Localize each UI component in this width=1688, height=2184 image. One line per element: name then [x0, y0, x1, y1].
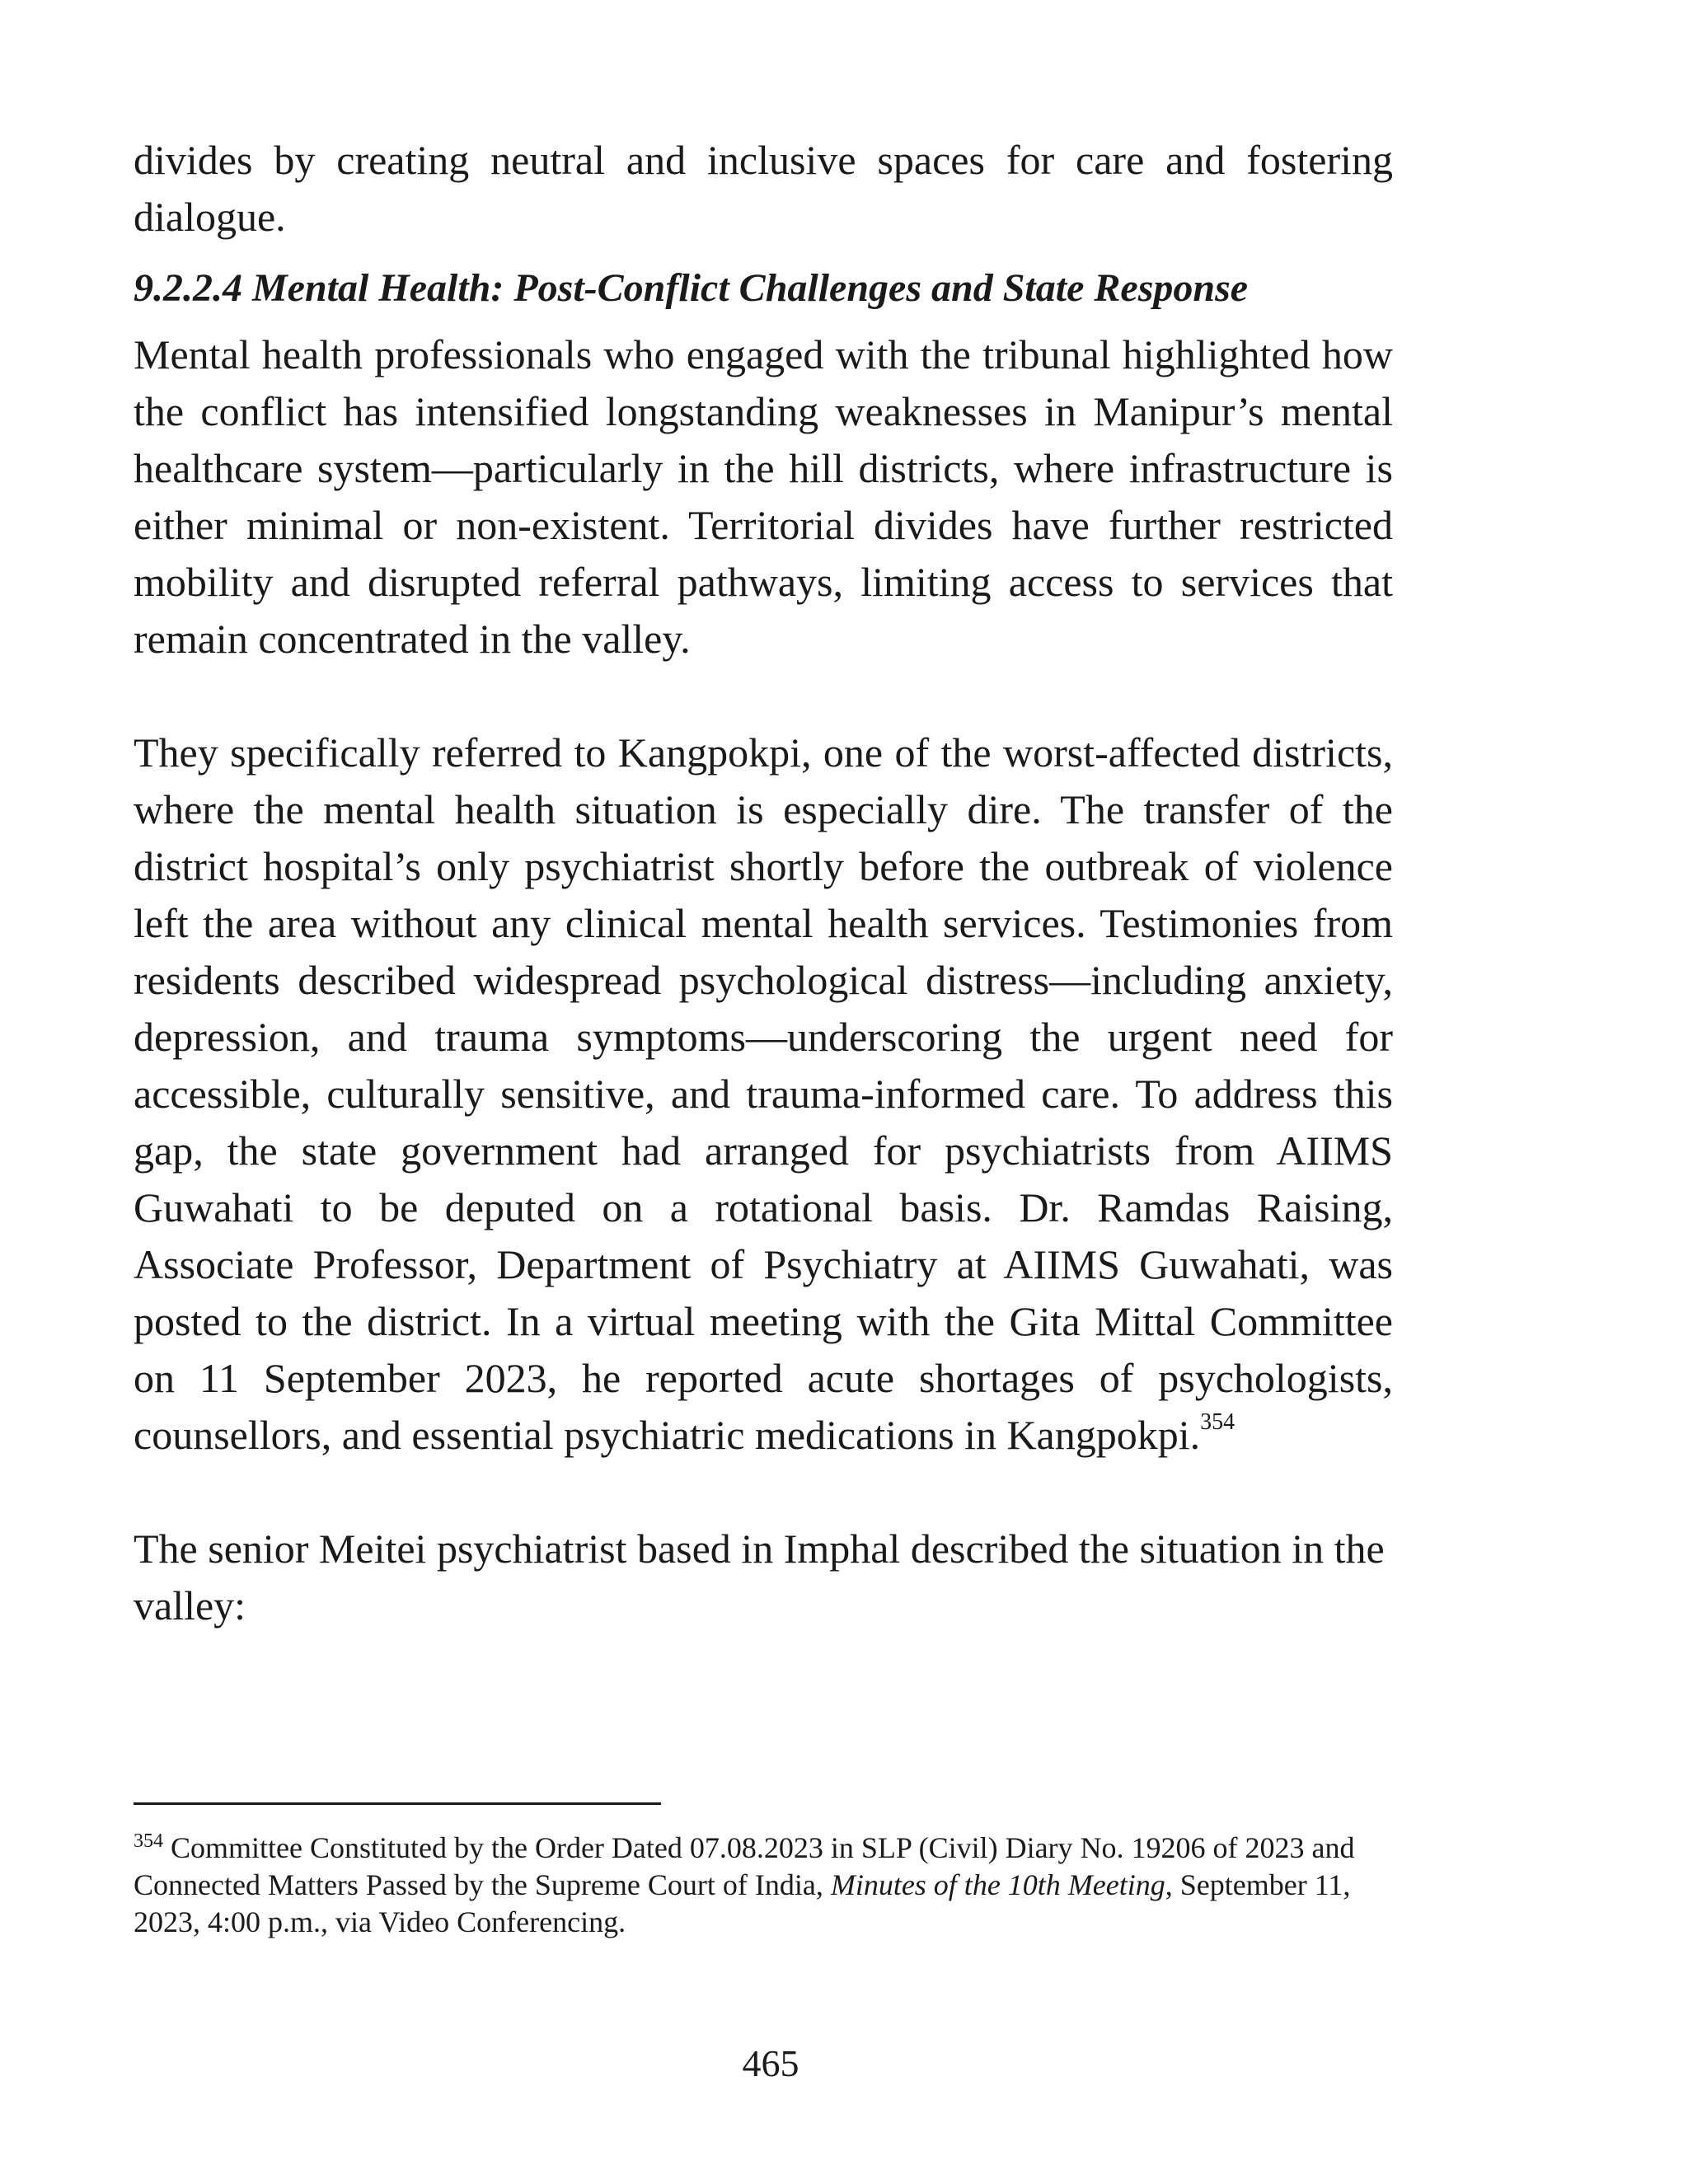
footnote [134, 1830, 1393, 1941]
footnote-separator [134, 1802, 661, 1805]
paragraph-mental-health-professionals: Mental health professionals who engaged with the tribunal highlighted how the conflict has intensified longstanding weaknesses in Manipur’s mental healthcare system—particularly in the hill districts, where infrastructure is either minimal or non-existent. Territorial divides have further restricted mobility and disrupted referral pathways, limiting access to services that remain concentrated in the valley. [134, 331, 1393, 662]
footnote-reference[interactable]: 354 [1200, 1409, 1236, 1436]
page-body [134, 132, 1393, 1634]
opening-paragraph: divides by creating neutral and inclusive spaces for care and fostering dialogue. [134, 137, 1393, 240]
paragraph-spacer [134, 668, 1393, 724]
paragraph-kangpokpi-text: They specifically referred to Kangpokpi, one of the worst-affected districts, where the mental health situation is especially dire. The transfer of the district hospital’s only psychiatrist shortly before the outbreak of violence left the area without any clinical mental health services. Testimonies from residents described widespread psychological distress—including anxiety, depression, and trauma symptoms—underscoring the urgent need for accessible, culturally sensitive, and trauma-informed care. To address this gap, the state government had arranged for psychiatrists from AIIMS Guwahati to be deputed on a rotational basis. Dr. Ramdas Raising, Associate Professor, Department of Psychiatry at AIIMS Guwahati, was posted to the district. In a virtual meeting with the Gita Mittal Committee on 11 September 2023, he reported acute shortages of psychologists, counsellors, and essential psychiatric medications in Kangpokpi. [134, 729, 1393, 1458]
paragraph-spacer [134, 1464, 1393, 1521]
section-heading: 9.2.2.4 Mental Health: Post-Conflict Challenges and State Response [134, 266, 1249, 310]
footnote-number: 354 [134, 1830, 163, 1852]
paragraph-kangpokpi [134, 724, 1393, 1464]
footnote-italic-title: Minutes of the 10th Meeting [830, 1868, 1165, 1901]
footnote-text-end: , September 11, 2023, 4:00 p.m., via Video Conferencing. [134, 1868, 1351, 1938]
page-number: 465 [742, 2042, 799, 2084]
paragraph-senior-psychiatrist: The senior Meitei psychiatrist based in Imphal described the situation in the valley: [134, 1526, 1385, 1629]
footnote-text: Committee Constituted by the Order Dated 07.08.2023 in SLP (Civil) Diary No. 19206 of 2023 and Connected Matters Passed by the Supreme Court of India, [134, 1831, 1355, 1901]
